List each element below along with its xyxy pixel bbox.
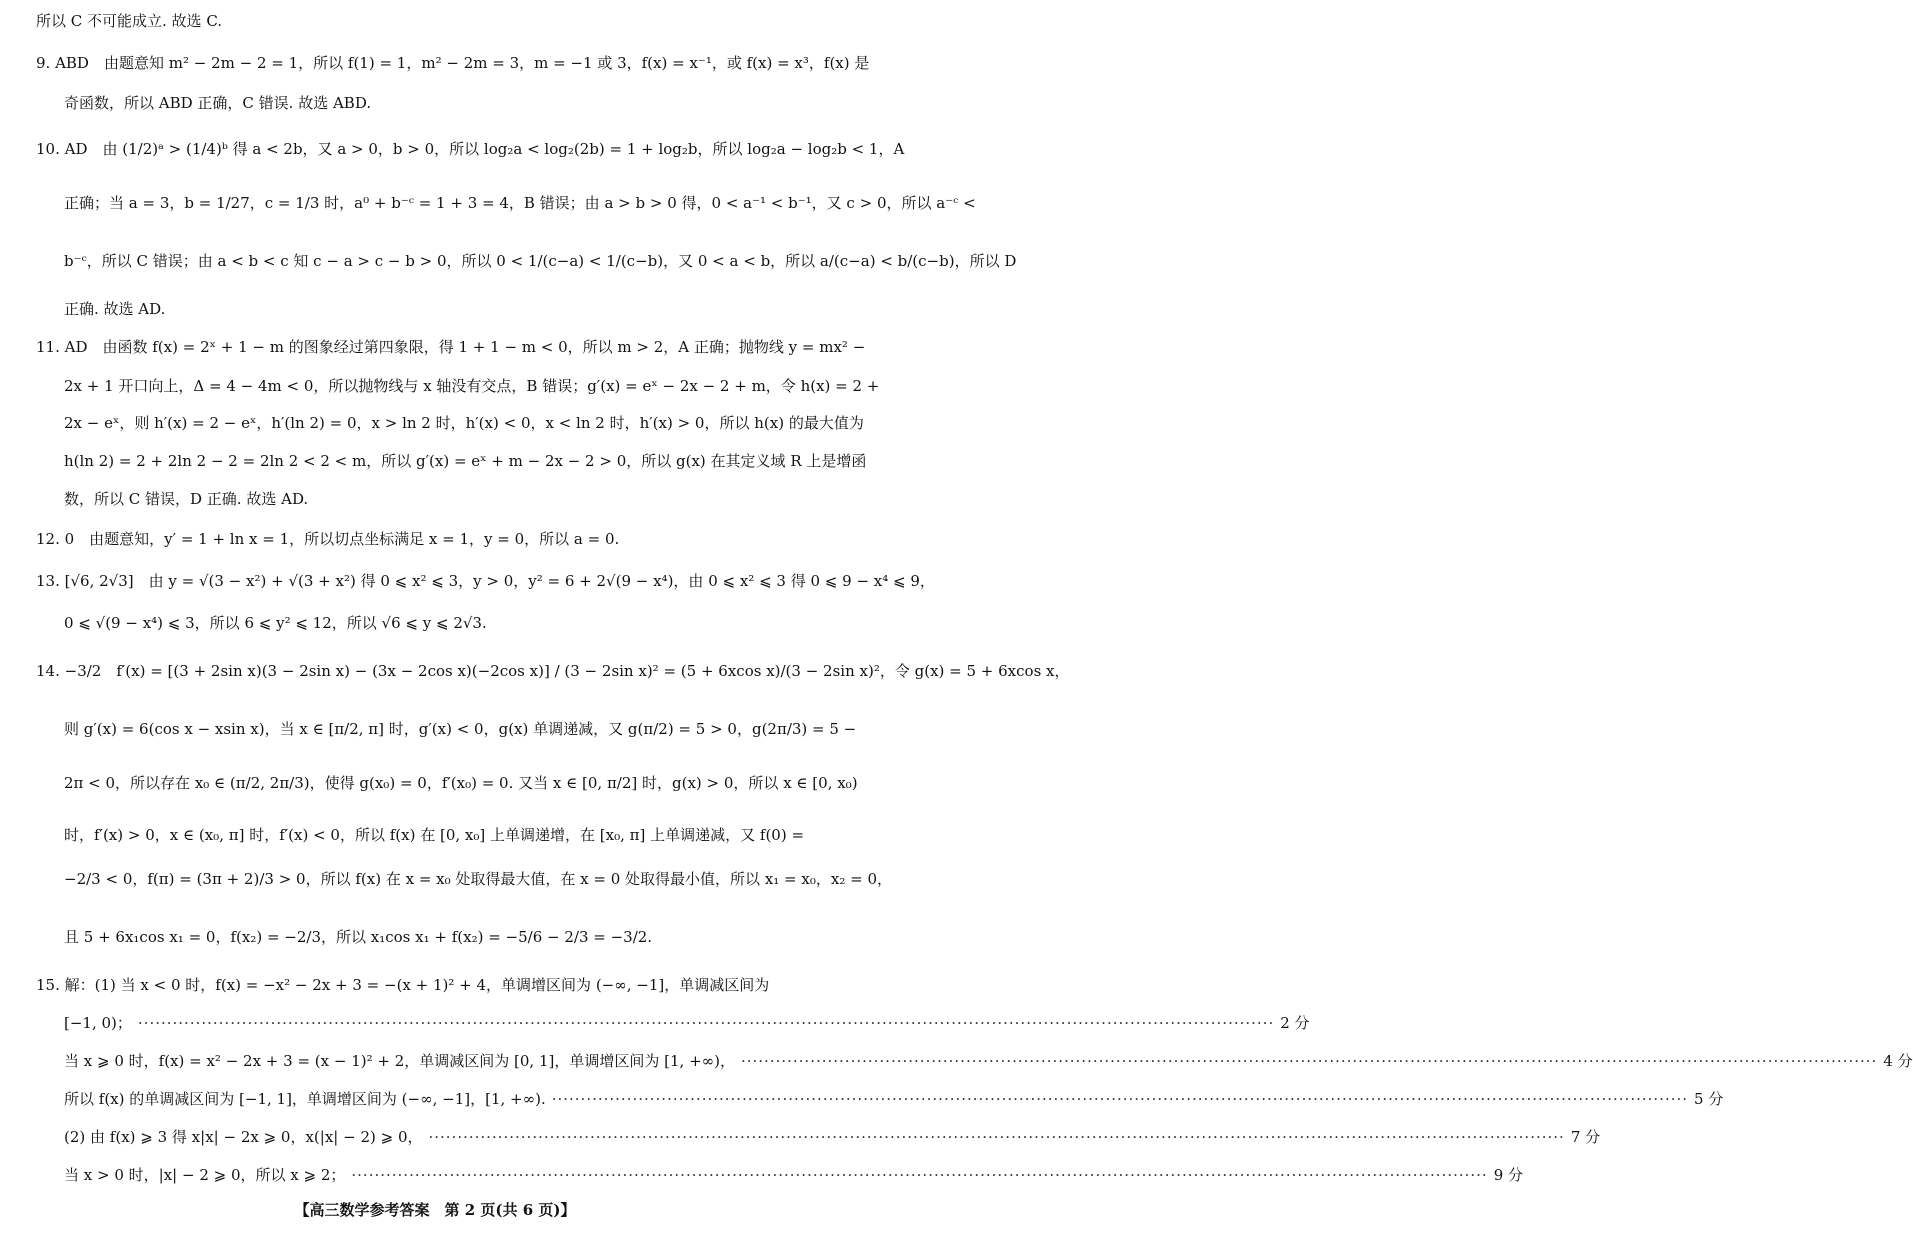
- text-line: 2x + 1 开口向上，Δ = 4 − 4m < 0，所以抛物线与 x 轴没有交点，B 错误；g′(x) = eˣ − 2x − 2 + m，令 h(x) = 2 +: [64, 377, 880, 395]
- text-line: 0 ⩽ √(9 − x⁴) ⩽ 3，所以 6 ⩽ y² ⩽ 12，所以 √6 ⩽ y ⩽ 2√3.: [64, 614, 487, 632]
- text-line: 所以 C 不可能成立. 故选 C.: [36, 12, 223, 30]
- leader-dots: [429, 1128, 1565, 1146]
- page-footer: 【高三数学参考答案 第 2 页(共 6 页)】: [294, 1201, 576, 1219]
- score-line-text: 当 x ⩾ 0 时，f(x) = x² − 2x + 3 = (x − 1)² + 2，单调减区间为 [0, 1]，单调增区间为 [1, +∞)，: [64, 1052, 735, 1070]
- score-line: [64, 1090, 1724, 1108]
- text-line: 11. AD 由函数 f(x) = 2ˣ + 1 − m 的图象经过第四象限，得 1 + 1 − m < 0，所以 m > 2，A 正确；抛物线 y = mx² −: [36, 338, 866, 356]
- text-line: 2x − eˣ，则 h′(x) = 2 − eˣ，h′(ln 2) = 0，x > ln 2 时，h′(x) < 0，x < ln 2 时，h′(x) > 0，所以 h(x) 的最大值为: [64, 414, 864, 432]
- leader-dots: [741, 1052, 1877, 1070]
- text-line: 15. 解：(1) 当 x < 0 时，f(x) = −x² − 2x + 3 = −(x + 1)² + 4，单调增区间为 (−∞, −1]，单调减区间为: [36, 976, 770, 994]
- score-line-text: [−1, 0)；: [64, 1014, 132, 1032]
- score-line-text: 所以 f(x) 的单调减区间为 [−1, 1]，单调增区间为 (−∞, −1]，[1, +∞).: [64, 1090, 546, 1108]
- text-line: h(ln 2) = 2 + 2ln 2 − 2 = 2ln 2 < 2 < m，所以 g′(x) = eˣ + m − 2x − 2 > 0，所以 g(x) 在其定义域 R 上是增函: [64, 452, 867, 470]
- text-line: 奇函数，所以 ABD 正确，C 错误. 故选 ABD.: [64, 94, 372, 112]
- text-line: 且 5 + 6x₁cos x₁ = 0，f(x₂) = −2/3，所以 x₁cos x₁ + f(x₂) = −5/6 − 2/3 = −3/2.: [64, 928, 653, 946]
- score-points: 5 分: [1694, 1090, 1724, 1108]
- text-line: 12. 0 由题意知，y′ = 1 + ln x = 1，所以切点坐标满足 x = 1，y = 0，所以 a = 0.: [36, 530, 620, 548]
- score-line-text: 当 x > 0 时，|x| − 2 ⩾ 0，所以 x ⩾ 2；: [64, 1166, 346, 1184]
- score-points: 7 分: [1570, 1128, 1601, 1146]
- score-points: 4 分: [1883, 1052, 1913, 1070]
- text-line: 2π < 0，所以存在 x₀ ∈ (π/2, 2π/3)，使得 g(x₀) = 0，f′(x₀) = 0. 又当 x ∈ [0, π/2] 时，g(x) > 0，所以 x ∈ [0, x₀): [64, 774, 858, 792]
- score-line: [64, 1166, 1524, 1184]
- score-points: 2 分: [1280, 1014, 1310, 1032]
- text-line: 14. −3/2 f′(x) = [(3 + 2sin x)(3 − 2sin x) − (3x − 2cos x)(−2cos x)] / (3 − 2sin x)² = (5 + 6xcos x)/(3 − 2sin x)²，令 g(x) = 5 + 6xcos x，: [36, 662, 1070, 680]
- text-line: 9. ABD 由题意知 m² − 2m − 2 = 1，所以 f(1) = 1，m² − 2m = 3，m = −1 或 3，f(x) = x⁻¹，或 f(x) = x³，f(x) 是: [36, 54, 870, 72]
- text-line: 数，所以 C 错误，D 正确. 故选 AD.: [64, 490, 309, 508]
- text-line: 正确；当 a = 3，b = 1/27，c = 1/3 时，a⁰ + b⁻ᶜ = 1 + 3 = 4，B 错误；由 a > b > 0 得，0 < a⁻¹ < b⁻¹，又 c > 0，所以 a⁻ᶜ <: [64, 194, 976, 212]
- text-line: 则 g′(x) = 6(cos x − xsin x)，当 x ∈ [π/2, π] 时，g′(x) < 0，g(x) 单调递减，又 g(π/2) = 5 > 0，g(2π/3) = 5 −: [64, 720, 857, 738]
- text-line: −2/3 < 0，f(π) = (3π + 2)/3 > 0，所以 f(x) 在 x = x₀ 处取得最大值，在 x = 0 处取得最小值，所以 x₁ = x₀，x₂ = 0，: [64, 870, 892, 888]
- score-line: [64, 1014, 1310, 1032]
- leader-dots: [351, 1166, 1487, 1184]
- score-points: 9 分: [1493, 1166, 1524, 1184]
- leader-dots: [138, 1014, 1274, 1032]
- text-line: 正确. 故选 AD.: [64, 300, 166, 318]
- leader-dots: [552, 1090, 1688, 1108]
- text-line: 10. AD 由 (1/2)ᵃ > (1/4)ᵇ 得 a < 2b，又 a > 0，b > 0，所以 log₂a < log₂(2b) = 1 + log₂b，所以 log₂a − log₂b < 1，A: [36, 140, 905, 158]
- text-line: 时，f′(x) > 0，x ∈ (x₀, π] 时，f′(x) < 0，所以 f(x) 在 [0, x₀] 上单调递增，在 [x₀, π] 上单调递减，又 f(0) =: [64, 826, 805, 844]
- score-line-text: (2) 由 f(x) ⩾ 3 得 x|x| − 2x ⩾ 0，x(|x| − 2) ⩾ 0，: [64, 1128, 423, 1146]
- text-line: 13. [√6, 2√3] 由 y = √(3 − x²) + √(3 + x²) 得 0 ⩽ x² ⩽ 3，y > 0，y² = 6 + 2√(9 − x⁴)，由 0 ⩽ x² ⩽ 3 得 0 ⩽ 9 − x⁴ ⩽ 9，: [36, 572, 935, 590]
- text-line: b⁻ᶜ，所以 C 错误；由 a < b < c 知 c − a > c − b > 0，所以 0 < 1/(c−a) < 1/(c−b)，又 0 < a < b，所以 a/(c−a) < b/(c−b)，所以 D: [64, 252, 1017, 270]
- score-line: [64, 1128, 1601, 1146]
- score-line: [64, 1052, 1913, 1070]
